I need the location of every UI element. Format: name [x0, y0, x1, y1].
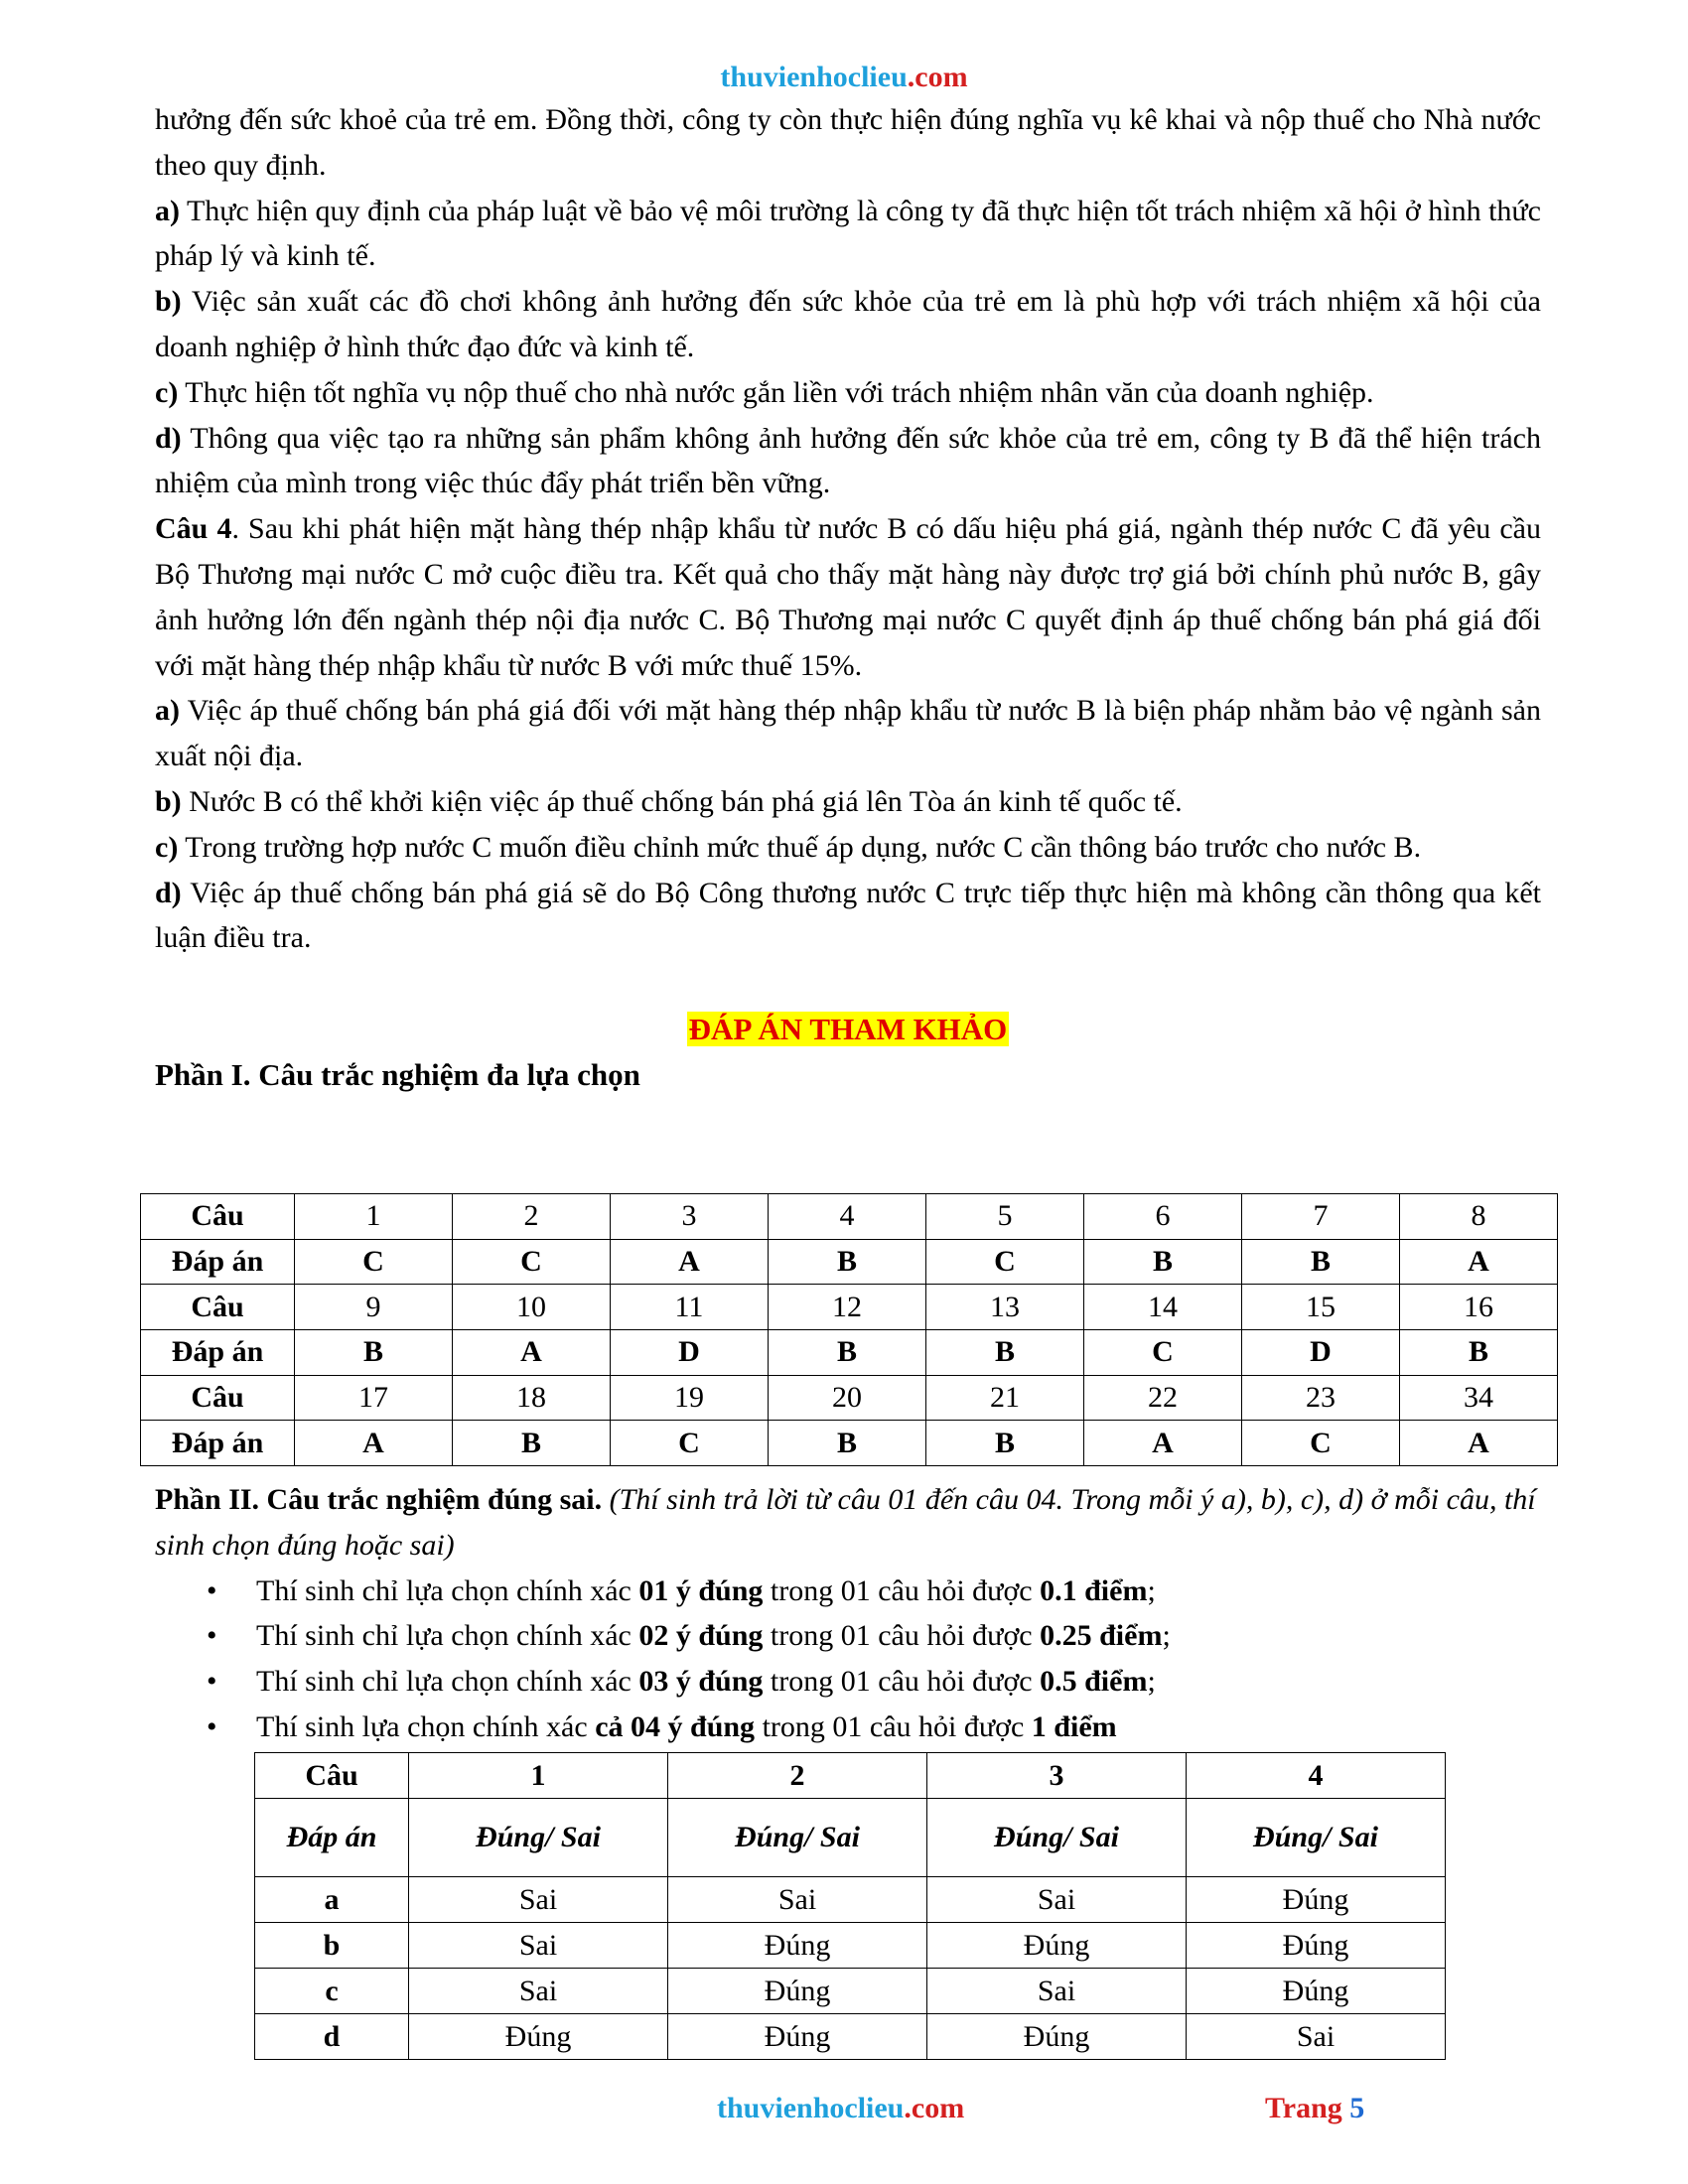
q3-option-a: a) Thực hiện quy định của pháp luật về bảo vệ môi trường là công ty đã thực hiện tốt trách nhiệm xã hội ở hình thức pháp lý và kinh tế. [155, 194, 1541, 273]
option-label-cell: a [255, 1877, 409, 1923]
table-row [255, 2014, 1446, 2060]
q4-option-a: a) Việc áp thuế chống bán phá giá đối với mặt hàng thép nhập khẩu từ nước B là biện pháp nhằm bảo vệ ngành sản xuất nội địa. [155, 694, 1541, 773]
header-logo-domain: .com [907, 61, 968, 93]
table-row [141, 1330, 1558, 1376]
table-row [141, 1375, 1558, 1421]
question-number: 12 [769, 1285, 926, 1330]
question-header-cell: Câu [141, 1194, 295, 1240]
question-number: 1 [409, 1753, 668, 1799]
answer-cell: A [1400, 1239, 1558, 1285]
answer-cell: A [453, 1330, 611, 1376]
answer-cell: Đúng [927, 1923, 1187, 1969]
list-item: • Thí sinh chỉ lựa chọn chính xác 01 ý đúng trong 01 câu hỏi được 0.1 điểm; [155, 1569, 1541, 1614]
option-label-cell: b [255, 1923, 409, 1969]
answer-cell: Đúng [1187, 1923, 1446, 1969]
answer-cell: C [1242, 1421, 1400, 1466]
question-number: 8 [1400, 1194, 1558, 1240]
question-number: 15 [1242, 1285, 1400, 1330]
question-number: 3 [611, 1194, 769, 1240]
list-item: • Thí sinh chỉ lựa chọn chính xác 02 ý đúng trong 01 câu hỏi được 0.25 điểm; [155, 1613, 1541, 1659]
answer-cell: C [453, 1239, 611, 1285]
option-label-cell: d [255, 2014, 409, 2060]
question-number: 18 [453, 1375, 611, 1421]
list-item: • Thí sinh lựa chọn chính xác cả 04 ý đúng trong 01 câu hỏi được 1 điểm [155, 1705, 1541, 1750]
answer-cell: Đúng [927, 2014, 1187, 2060]
question-number: 10 [453, 1285, 611, 1330]
scoring-rules-list [155, 1569, 1541, 1750]
answer-cell: Đúng [668, 1969, 927, 2014]
answer-cell: B [926, 1421, 1084, 1466]
answer-cell: C [611, 1421, 769, 1466]
answer-cell: B [769, 1330, 926, 1376]
question-number: 17 [295, 1375, 453, 1421]
question-number: 13 [926, 1285, 1084, 1330]
question-number: 16 [1400, 1285, 1558, 1330]
answer-cell: A [1084, 1421, 1242, 1466]
table-row [255, 1923, 1446, 1969]
question-header-cell: Câu [141, 1285, 295, 1330]
footer-site-logo: thuvienhoclieu.com [717, 2092, 965, 2124]
answer-cell: Đúng [409, 2014, 668, 2060]
question-number: 4 [1187, 1753, 1446, 1799]
question-number: 23 [1242, 1375, 1400, 1421]
question-number: 3 [927, 1753, 1187, 1799]
document-body [155, 97, 1541, 1098]
answer-cell: B [769, 1239, 926, 1285]
header-site-logo [0, 58, 1688, 97]
page-number: Trang 5 [1265, 2092, 1365, 2124]
question-number: 1 [295, 1194, 453, 1240]
part2-heading: Phần II. Câu trắc nghiệm đúng sai. (Thí sinh trả lời từ câu 01 đến câu 04. Trong mỗi ý a), b), c), d) ở mỗi câu, thí sinh chọn đúng hoặc sai) [155, 1483, 1536, 1562]
answer-cell: B [1400, 1330, 1558, 1376]
question-number: 22 [1084, 1375, 1242, 1421]
q4-option-c: c) Trong trường hợp nước C muốn điều chỉnh mức thuế áp dụng, nước C cần thông báo trước cho nước B. [155, 830, 1422, 864]
question-header-cell: Câu [141, 1375, 295, 1421]
q4-option-d: d) Việc áp thuế chống bán phá giá sẽ do Bộ Công thương nước C trực tiếp thực hiện mà không cần thông qua kết luận điều tra. [155, 876, 1541, 955]
table-row [141, 1194, 1558, 1240]
answer-key-title: ĐÁP ÁN THAM KHẢO [688, 1012, 1008, 1047]
part2-answer-table [254, 1752, 1446, 2060]
question-number: 21 [926, 1375, 1084, 1421]
q3-option-c: c) Thực hiện tốt nghĩa vụ nộp thuế cho nhà nước gắn liền với trách nhiệm nhân văn của doanh nghiệp. [155, 375, 1374, 409]
page-footer [0, 2089, 1688, 2128]
answer-cell: Sai [409, 1969, 668, 2014]
table-row [255, 1799, 1446, 1877]
table-row [141, 1285, 1558, 1330]
part1-title: Phần I. Câu trắc nghiệm đa lựa chọn [155, 1056, 640, 1092]
answer-cell: Sai [668, 1877, 927, 1923]
q3-option-b: b) Việc sản xuất các đồ chơi không ảnh hưởng đến sức khỏe của trẻ em là phù hợp với trách nhiệm xã hội của doanh nghiệp ở hình thức đạo đức và kinh tế. [155, 285, 1541, 363]
question-number: 19 [611, 1375, 769, 1421]
answer-cell: Sai [409, 1923, 668, 1969]
table-row [141, 1421, 1558, 1466]
question-number: 5 [926, 1194, 1084, 1240]
answer-cell: Sai [927, 1969, 1187, 2014]
answer-cell: B [295, 1330, 453, 1376]
answer-header-cell: Đáp án [255, 1799, 409, 1877]
q4-option-b: b) Nước B có thể khởi kiện việc áp thuế chống bán phá giá lên Tòa án kinh tế quốc tế. [155, 784, 1183, 818]
answer-cell: B [1242, 1239, 1400, 1285]
answer-cell: A [1400, 1421, 1558, 1466]
question-number: 20 [769, 1375, 926, 1421]
answer-type-cell: Đúng/ Sai [1187, 1799, 1446, 1877]
answer-cell: B [926, 1330, 1084, 1376]
answer-cell: B [453, 1421, 611, 1466]
question-number: 2 [668, 1753, 927, 1799]
answer-type-cell: Đúng/ Sai [668, 1799, 927, 1877]
question-number: 4 [769, 1194, 926, 1240]
answer-cell: A [295, 1421, 453, 1466]
question-number: 9 [295, 1285, 453, 1330]
question-number: 7 [1242, 1194, 1400, 1240]
part2-section [155, 1477, 1541, 1750]
table-row [255, 1753, 1446, 1799]
answer-cell: Sai [409, 1877, 668, 1923]
answer-cell: Đúng [1187, 1969, 1446, 2014]
question-number: 14 [1084, 1285, 1242, 1330]
answer-cell: A [611, 1239, 769, 1285]
answer-header-cell: Đáp án [141, 1421, 295, 1466]
answer-cell: B [769, 1421, 926, 1466]
question-number: 34 [1400, 1375, 1558, 1421]
list-item: • Thí sinh chỉ lựa chọn chính xác 03 ý đúng trong 01 câu hỏi được 0.5 điểm; [155, 1659, 1541, 1705]
q3-option-d: d) Thông qua việc tạo ra những sản phẩm không ảnh hưởng đến sức khỏe của trẻ em, công ty B đã thể hiện trách nhiệm của mình trong việc thúc đẩy phát triển bền vững. [155, 421, 1541, 500]
question-number: 2 [453, 1194, 611, 1240]
option-label-cell: c [255, 1969, 409, 2014]
header-logo-text: thuvienhoclieu [720, 61, 908, 93]
intro-paragraph: hưởng đến sức khoẻ của trẻ em. Đồng thời, công ty còn thực hiện đúng nghĩa vụ kê khai và nộp thuế cho Nhà nước theo quy định. [155, 103, 1541, 182]
part1-answer-table [140, 1193, 1558, 1466]
answer-cell: C [295, 1239, 453, 1285]
q4-stem: Câu 4. Sau khi phát hiện mặt hàng thép nhập khẩu từ nước B có dấu hiệu phá giá, ngành thép nước C đã yêu cầu Bộ Thương mại nước C mở cuộc điều tra. Kết quả cho thấy mặt hàng này được trợ giá bởi chính phủ nước B, gây ảnh hưởng lớn đến ngành thép nội địa nước C. Bộ Thương mại nước C quyết định áp thuế chống bán phá giá đối với mặt hàng thép nhập khẩu từ nước B với mức thuế 15%. [155, 512, 1541, 682]
answer-cell: Đúng [1187, 1877, 1446, 1923]
answer-cell: Sai [1187, 2014, 1446, 2060]
answer-type-cell: Đúng/ Sai [409, 1799, 668, 1877]
answer-cell: Đúng [668, 2014, 927, 2060]
spacer [155, 961, 1541, 1007]
answer-header-cell: Đáp án [141, 1330, 295, 1376]
answer-cell: B [1084, 1239, 1242, 1285]
answer-cell: C [926, 1239, 1084, 1285]
answer-cell: Đúng [668, 1923, 927, 1969]
answer-cell: D [1242, 1330, 1400, 1376]
question-header-cell: Câu [255, 1753, 409, 1799]
table-row [141, 1239, 1558, 1285]
answer-header-cell: Đáp án [141, 1239, 295, 1285]
answer-cell: D [611, 1330, 769, 1376]
answer-cell: Sai [927, 1877, 1187, 1923]
question-number: 11 [611, 1285, 769, 1330]
table-row [255, 1969, 1446, 2014]
answer-cell: C [1084, 1330, 1242, 1376]
table-row [255, 1877, 1446, 1923]
question-number: 6 [1084, 1194, 1242, 1240]
answer-type-cell: Đúng/ Sai [927, 1799, 1187, 1877]
